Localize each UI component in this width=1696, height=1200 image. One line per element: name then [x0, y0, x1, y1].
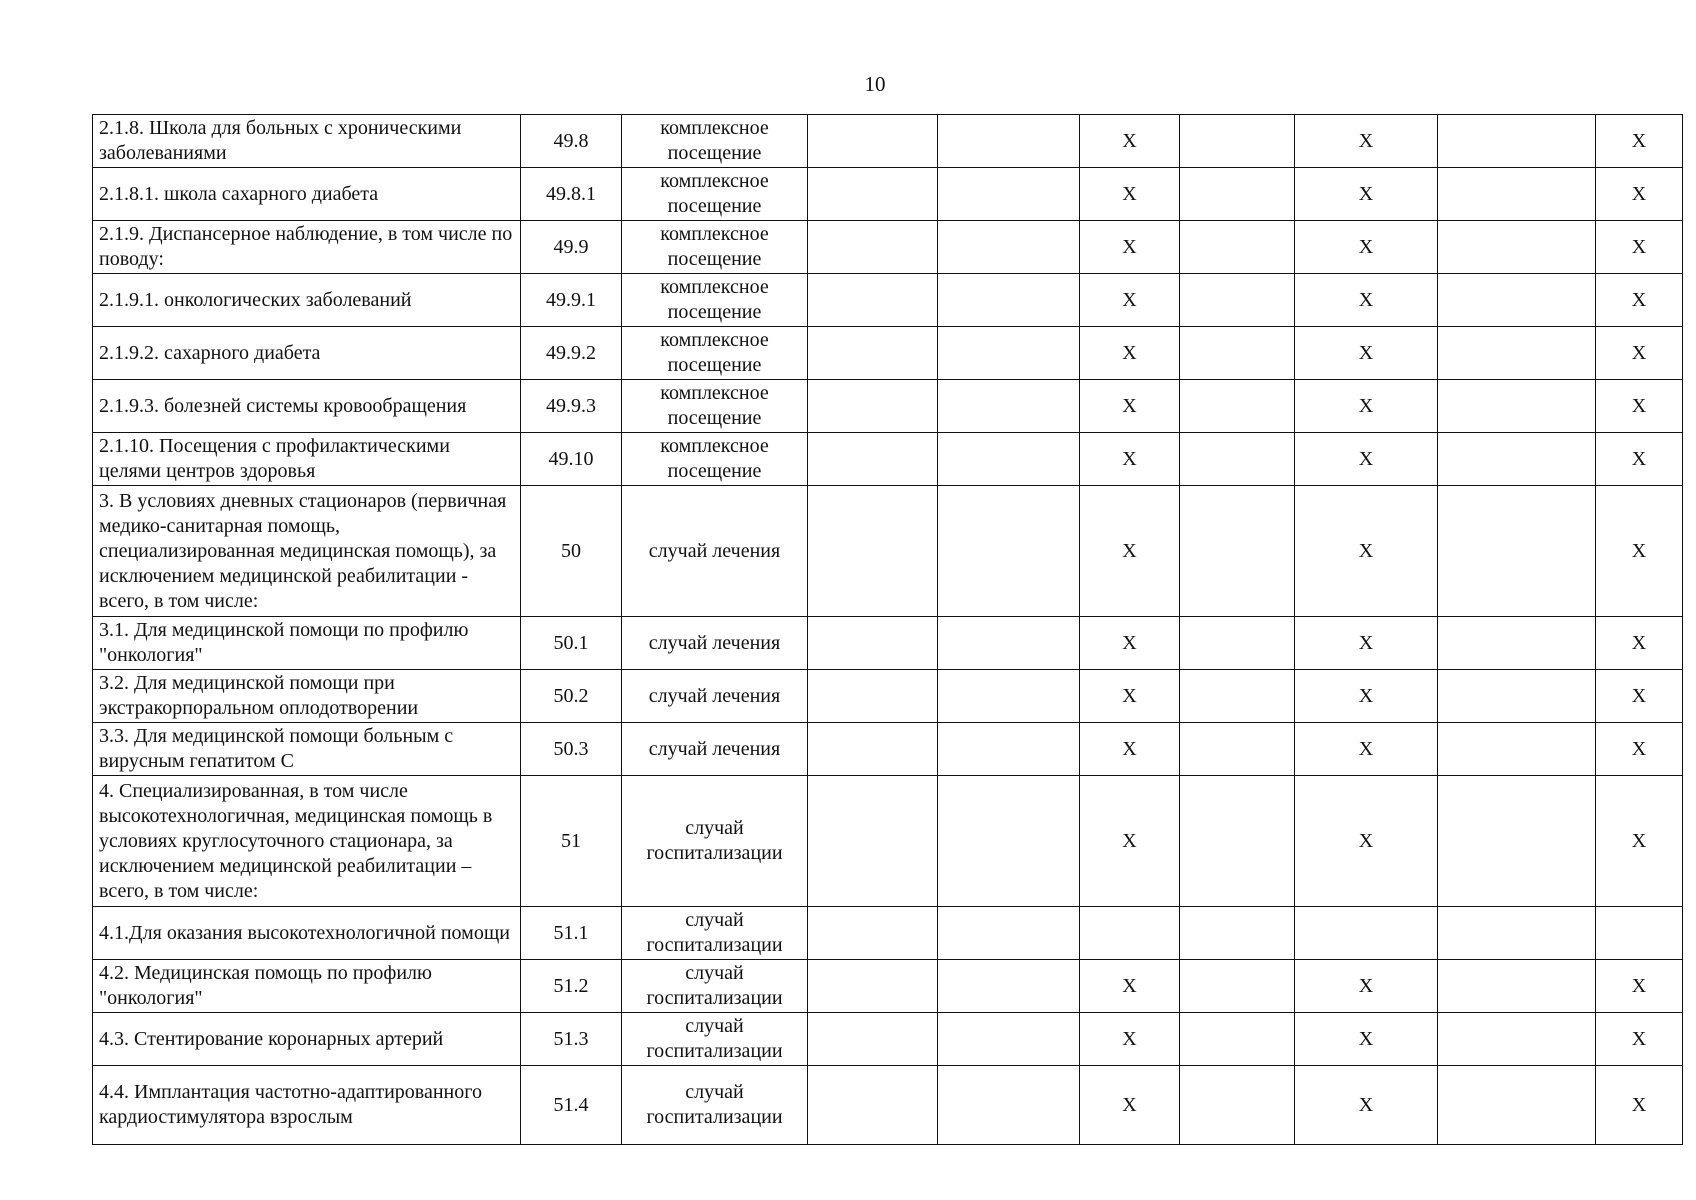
cell-col-9	[1438, 380, 1596, 433]
cell-col-4	[808, 1066, 938, 1145]
cell-col-5	[938, 380, 1080, 433]
cell-unit: случай лечения	[622, 670, 808, 723]
cell-col-6: Х	[1080, 776, 1180, 907]
cell-col-8: Х	[1295, 380, 1438, 433]
cell-col-5	[938, 1066, 1080, 1145]
cell-col-9	[1438, 1013, 1596, 1066]
cell-col-10: Х	[1596, 274, 1683, 327]
cell-row-code: 51.3	[521, 1013, 622, 1066]
cell-col-6: Х	[1080, 221, 1180, 274]
cell-col-5	[938, 670, 1080, 723]
cell-col-9	[1438, 327, 1596, 380]
cell-col-10: Х	[1596, 1013, 1683, 1066]
cell-col-4	[808, 486, 938, 617]
cell-unit: случай лечения	[622, 486, 808, 617]
table-row	[93, 168, 1683, 221]
cell-indicator-name: 2.1.9.3. болезней системы кровообращения	[93, 380, 521, 433]
cell-indicator-name: 2.1.9.2. сахарного диабета	[93, 327, 521, 380]
cell-col-5	[938, 168, 1080, 221]
cell-col-8: Х	[1295, 327, 1438, 380]
cell-col-6: Х	[1080, 115, 1180, 168]
cell-row-code: 49.10	[521, 433, 622, 486]
cell-col-4	[808, 433, 938, 486]
cell-col-5	[938, 960, 1080, 1013]
cell-col-8: Х	[1295, 960, 1438, 1013]
table-row	[93, 433, 1683, 486]
cell-row-code: 49.9.3	[521, 380, 622, 433]
cell-row-code: 50.3	[521, 723, 622, 776]
cell-unit: случай госпитализации	[622, 1066, 808, 1145]
cell-col-9	[1438, 1066, 1596, 1145]
cell-col-5	[938, 327, 1080, 380]
cell-unit: комплексное посещение	[622, 274, 808, 327]
cell-col-10: Х	[1596, 670, 1683, 723]
cell-col-4	[808, 221, 938, 274]
cell-col-9	[1438, 433, 1596, 486]
cell-col-8	[1295, 907, 1438, 960]
cell-col-7	[1180, 274, 1295, 327]
cell-unit: комплексное посещение	[622, 168, 808, 221]
cell-indicator-name: 4. Специализированная, в том числе высокотехнологичная, медицинская помощь в условиях круглосуточного стационара, за исключением медицинской реабилитации – всего, в том числе:	[93, 776, 521, 907]
cell-row-code: 51	[521, 776, 622, 907]
cell-col-8: Х	[1295, 221, 1438, 274]
cell-col-7	[1180, 433, 1295, 486]
cell-col-5	[938, 907, 1080, 960]
cell-indicator-name: 3.2. Для медицинской помощи при экстракорпоральном оплодотворении	[93, 670, 521, 723]
cell-col-9	[1438, 115, 1596, 168]
cell-col-5	[938, 776, 1080, 907]
cell-col-8: Х	[1295, 617, 1438, 670]
cell-col-5	[938, 274, 1080, 327]
cell-col-4	[808, 168, 938, 221]
table-row	[93, 1066, 1683, 1145]
cell-col-8: Х	[1295, 168, 1438, 221]
cell-col-8: Х	[1295, 1066, 1438, 1145]
cell-row-code: 51.2	[521, 960, 622, 1013]
cell-col-7	[1180, 115, 1295, 168]
cell-col-6: Х	[1080, 1013, 1180, 1066]
cell-col-7	[1180, 327, 1295, 380]
table-row	[93, 776, 1683, 907]
cell-col-6: Х	[1080, 168, 1180, 221]
cell-indicator-name: 3. В условиях дневных стационаров (первичная медико-санитарная помощь, специализированная медицинская помощь), за исключением медицинской реабилитации - всего, в том числе:	[93, 486, 521, 617]
cell-col-4	[808, 670, 938, 723]
cell-unit: случай госпитализации	[622, 907, 808, 960]
cell-col-5	[938, 723, 1080, 776]
cell-col-4	[808, 327, 938, 380]
cell-unit: случай госпитализации	[622, 1013, 808, 1066]
cell-row-code: 49.8.1	[521, 168, 622, 221]
cell-indicator-name: 4.1.Для оказания высокотехнологичной помощи	[93, 907, 521, 960]
cell-col-9	[1438, 960, 1596, 1013]
cell-col-10: Х	[1596, 617, 1683, 670]
cell-indicator-name: 2.1.9. Диспансерное наблюдение, в том числе по поводу:	[93, 221, 521, 274]
cell-col-4	[808, 274, 938, 327]
cell-col-4	[808, 723, 938, 776]
cell-col-7	[1180, 168, 1295, 221]
cell-col-5	[938, 433, 1080, 486]
cell-col-8: Х	[1295, 776, 1438, 907]
table-row	[93, 221, 1683, 274]
cell-col-4	[808, 776, 938, 907]
cell-unit: комплексное посещение	[622, 380, 808, 433]
cell-col-8: Х	[1295, 670, 1438, 723]
cell-col-10: Х	[1596, 433, 1683, 486]
table-row	[93, 670, 1683, 723]
cell-col-6: Х	[1080, 960, 1180, 1013]
cell-col-9	[1438, 486, 1596, 617]
cell-col-10: Х	[1596, 221, 1683, 274]
cell-col-9	[1438, 168, 1596, 221]
cell-col-6: Х	[1080, 380, 1180, 433]
cell-col-4	[808, 380, 938, 433]
table-row	[93, 115, 1683, 168]
cell-col-8: Х	[1295, 1013, 1438, 1066]
cell-unit: случай лечения	[622, 723, 808, 776]
cell-col-8: Х	[1295, 115, 1438, 168]
cell-col-9	[1438, 617, 1596, 670]
cell-col-5	[938, 1013, 1080, 1066]
table-row	[93, 617, 1683, 670]
cell-unit: комплексное посещение	[622, 327, 808, 380]
table-body	[93, 115, 1683, 1145]
cell-indicator-name: 2.1.8.1. школа сахарного диабета	[93, 168, 521, 221]
cell-col-8: Х	[1295, 274, 1438, 327]
cell-indicator-name: 4.4. Имплантация частотно-адаптированного кардиостимулятора взрослым	[93, 1066, 521, 1145]
cell-col-10: Х	[1596, 960, 1683, 1013]
table-row	[93, 486, 1683, 617]
cell-col-4	[808, 907, 938, 960]
cell-col-4	[808, 1013, 938, 1066]
cell-row-code: 51.4	[521, 1066, 622, 1145]
cell-indicator-name: 2.1.10. Посещения с профилактическими целями центров здоровья	[93, 433, 521, 486]
cell-col-10: Х	[1596, 327, 1683, 380]
cell-row-code: 50.1	[521, 617, 622, 670]
cell-indicator-name: 4.3. Стентирование коронарных артерий	[93, 1013, 521, 1066]
cell-col-7	[1180, 723, 1295, 776]
cell-col-10: Х	[1596, 486, 1683, 617]
cell-unit: случай госпитализации	[622, 776, 808, 907]
cell-row-code: 51.1	[521, 907, 622, 960]
cell-col-10: Х	[1596, 380, 1683, 433]
table-row	[93, 960, 1683, 1013]
cell-col-10: Х	[1596, 1066, 1683, 1145]
cell-unit: комплексное посещение	[622, 433, 808, 486]
cell-col-5	[938, 486, 1080, 617]
cell-col-10: Х	[1596, 776, 1683, 907]
cell-col-7	[1180, 776, 1295, 907]
cell-col-6: Х	[1080, 617, 1180, 670]
cell-unit: случай лечения	[622, 617, 808, 670]
cell-row-code: 49.8	[521, 115, 622, 168]
cell-col-6: Х	[1080, 1066, 1180, 1145]
table-row	[93, 723, 1683, 776]
cell-unit: комплексное посещение	[622, 115, 808, 168]
cell-col-8: Х	[1295, 486, 1438, 617]
cell-col-10: Х	[1596, 168, 1683, 221]
cell-col-5	[938, 221, 1080, 274]
cell-col-7	[1180, 1013, 1295, 1066]
cell-col-8: Х	[1295, 433, 1438, 486]
cell-col-9	[1438, 670, 1596, 723]
cell-col-7	[1180, 1066, 1295, 1145]
table-row	[93, 274, 1683, 327]
cell-col-6: Х	[1080, 327, 1180, 380]
cell-row-code: 49.9.2	[521, 327, 622, 380]
cell-row-code: 49.9	[521, 221, 622, 274]
cell-col-7	[1180, 380, 1295, 433]
cell-row-code: 50.2	[521, 670, 622, 723]
cell-col-7	[1180, 907, 1295, 960]
table-row	[93, 327, 1683, 380]
cell-indicator-name: 2.1.9.1. онкологических заболеваний	[93, 274, 521, 327]
cell-col-7	[1180, 221, 1295, 274]
cell-col-6: Х	[1080, 670, 1180, 723]
cell-unit: комплексное посещение	[622, 221, 808, 274]
cell-col-7	[1180, 670, 1295, 723]
cell-col-10: Х	[1596, 723, 1683, 776]
cell-indicator-name: 2.1.8. Школа для больных с хроническими заболеваниями	[93, 115, 521, 168]
cell-row-code: 49.9.1	[521, 274, 622, 327]
cell-unit: случай госпитализации	[622, 960, 808, 1013]
cell-col-7	[1180, 486, 1295, 617]
page-number: 10	[864, 72, 886, 96]
cell-col-10: Х	[1596, 115, 1683, 168]
cell-row-code: 50	[521, 486, 622, 617]
cell-col-9	[1438, 221, 1596, 274]
cell-col-7	[1180, 960, 1295, 1013]
cell-col-9	[1438, 274, 1596, 327]
cell-col-9	[1438, 907, 1596, 960]
cell-col-6: Х	[1080, 274, 1180, 327]
cell-indicator-name: 3.1. Для медицинской помощи по профилю "онкология"	[93, 617, 521, 670]
cell-col-5	[938, 115, 1080, 168]
cell-col-6	[1080, 907, 1180, 960]
table-row	[93, 1013, 1683, 1066]
cell-col-5	[938, 617, 1080, 670]
cell-indicator-name: 3.3. Для медицинской помощи больным с вирусным гепатитом С	[93, 723, 521, 776]
cell-col-10	[1596, 907, 1683, 960]
table-row	[93, 907, 1683, 960]
cell-col-6: Х	[1080, 486, 1180, 617]
cell-col-4	[808, 617, 938, 670]
table-row	[93, 380, 1683, 433]
cell-col-9	[1438, 723, 1596, 776]
cell-col-4	[808, 115, 938, 168]
cell-col-6: Х	[1080, 723, 1180, 776]
cell-col-7	[1180, 617, 1295, 670]
cell-col-6: Х	[1080, 433, 1180, 486]
cell-col-4	[808, 960, 938, 1013]
cell-col-9	[1438, 776, 1596, 907]
cell-indicator-name: 4.2. Медицинская помощь по профилю "онкология"	[93, 960, 521, 1013]
tariff-table	[92, 114, 1683, 1145]
cell-col-8: Х	[1295, 723, 1438, 776]
